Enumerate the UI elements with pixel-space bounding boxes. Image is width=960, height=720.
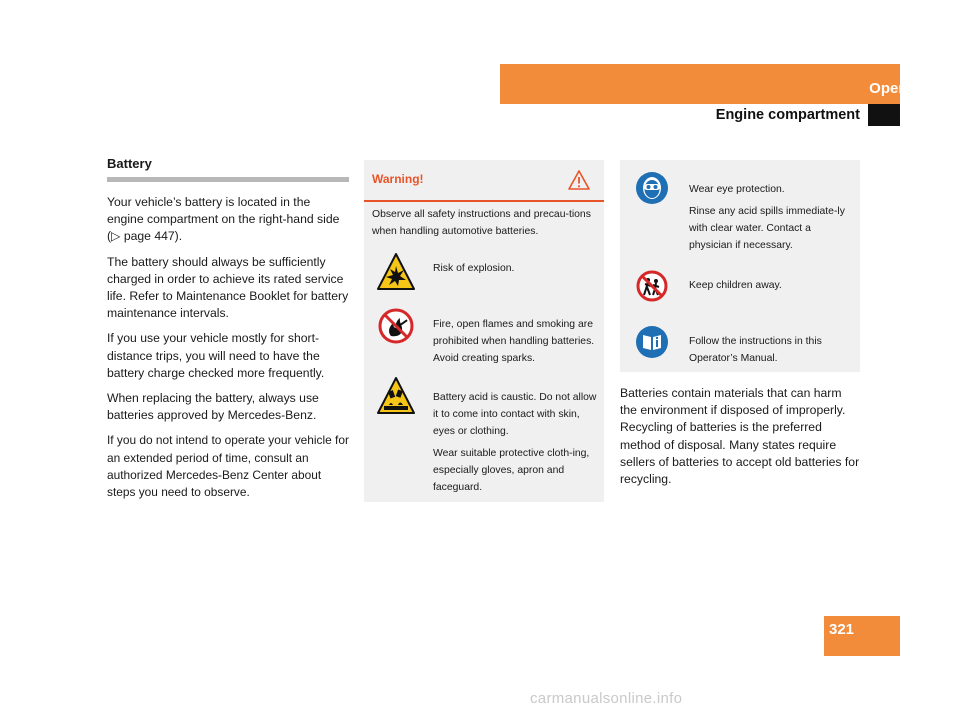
battery-paragraph: Your vehicle’s battery is located in the engine compartment on the right-hand side (▷ page 447). <box>107 195 340 244</box>
warning-item-text <box>433 316 601 372</box>
section-title: Operation <box>869 80 940 97</box>
warning-item-line: Risk of explosion. <box>433 263 515 274</box>
battery-paragraph: The battery should always be sufficiently charged in order to achieve its rated service life. Refer to Maintenance Booklet for battery maintenance intervals. <box>107 254 349 321</box>
battery-paragraph: When replacing the battery, always use batteries approved by Mercedes-Benz. <box>107 391 319 423</box>
header-subtitle-bar <box>500 104 868 126</box>
safety-item-text <box>689 277 857 299</box>
battery-paragraph: If you do not intend to operate your vehicle for an extended period of time, consult an authorized Mercedes-Benz Center about steps you need to observe. <box>107 433 349 500</box>
safety-item-line: Keep children away. <box>689 280 782 291</box>
safety-instructions-panel <box>620 160 860 372</box>
disposal-paragraph: Batteries contain materials that can harm the environment if disposed of improperly. Recycling of batteries is the preferred method of disposal. Many states require sellers of batteries to accept old batteries for recycling. <box>620 386 860 487</box>
eye-protection-icon <box>636 172 668 204</box>
warning-item-text <box>433 260 601 282</box>
heading-rule <box>107 177 349 182</box>
corrosive-icon <box>376 376 416 416</box>
header-tab-marker <box>868 104 900 126</box>
safety-item-text <box>689 333 857 372</box>
keep-children-away-icon <box>636 270 668 302</box>
warning-item-line: Battery acid is caustic. Do not allow it to come into contact with skin, eyes or clothing. <box>433 392 597 437</box>
safety-item-line: Follow the instructions in this Operator’s Manual. <box>689 336 822 364</box>
manual-info-icon <box>636 326 668 358</box>
page-number: 321 <box>829 621 855 638</box>
warning-panel <box>364 160 604 502</box>
safety-item-line: Wear eye protection. <box>689 184 785 195</box>
warning-item-text <box>433 389 601 501</box>
warning-item-line: Wear suitable protective cloth-ing, especially gloves, apron and faceguard. <box>433 448 590 493</box>
warning-intro: Observe all safety instructions and precau-tions when handling automotive batteries. <box>372 209 591 237</box>
battery-heading: Battery <box>107 156 152 171</box>
watermark: carmanualsonline.info <box>530 690 683 707</box>
page-subtitle: Engine compartment <box>715 107 860 123</box>
warning-item-line: Fire, open flames and smoking are prohibited when handling batteries. Avoid creating sparks. <box>433 319 595 364</box>
safety-item-text <box>689 181 857 259</box>
warning-triangle-icon <box>568 169 590 191</box>
battery-section <box>107 156 349 509</box>
warning-header <box>364 160 604 202</box>
page-number-box <box>824 616 900 656</box>
header-section-bar <box>500 64 900 104</box>
battery-paragraph: If you use your vehicle mostly for short-distance trips, you will need to have the battery charge checked more frequently. <box>107 331 325 380</box>
warning-title: Warning! <box>372 172 424 186</box>
safety-item-line: Rinse any acid spills immediate-ly with clear water. Contact a physician if necessary. <box>689 206 845 251</box>
no-fire-icon <box>376 306 416 346</box>
explosion-icon <box>376 252 416 292</box>
